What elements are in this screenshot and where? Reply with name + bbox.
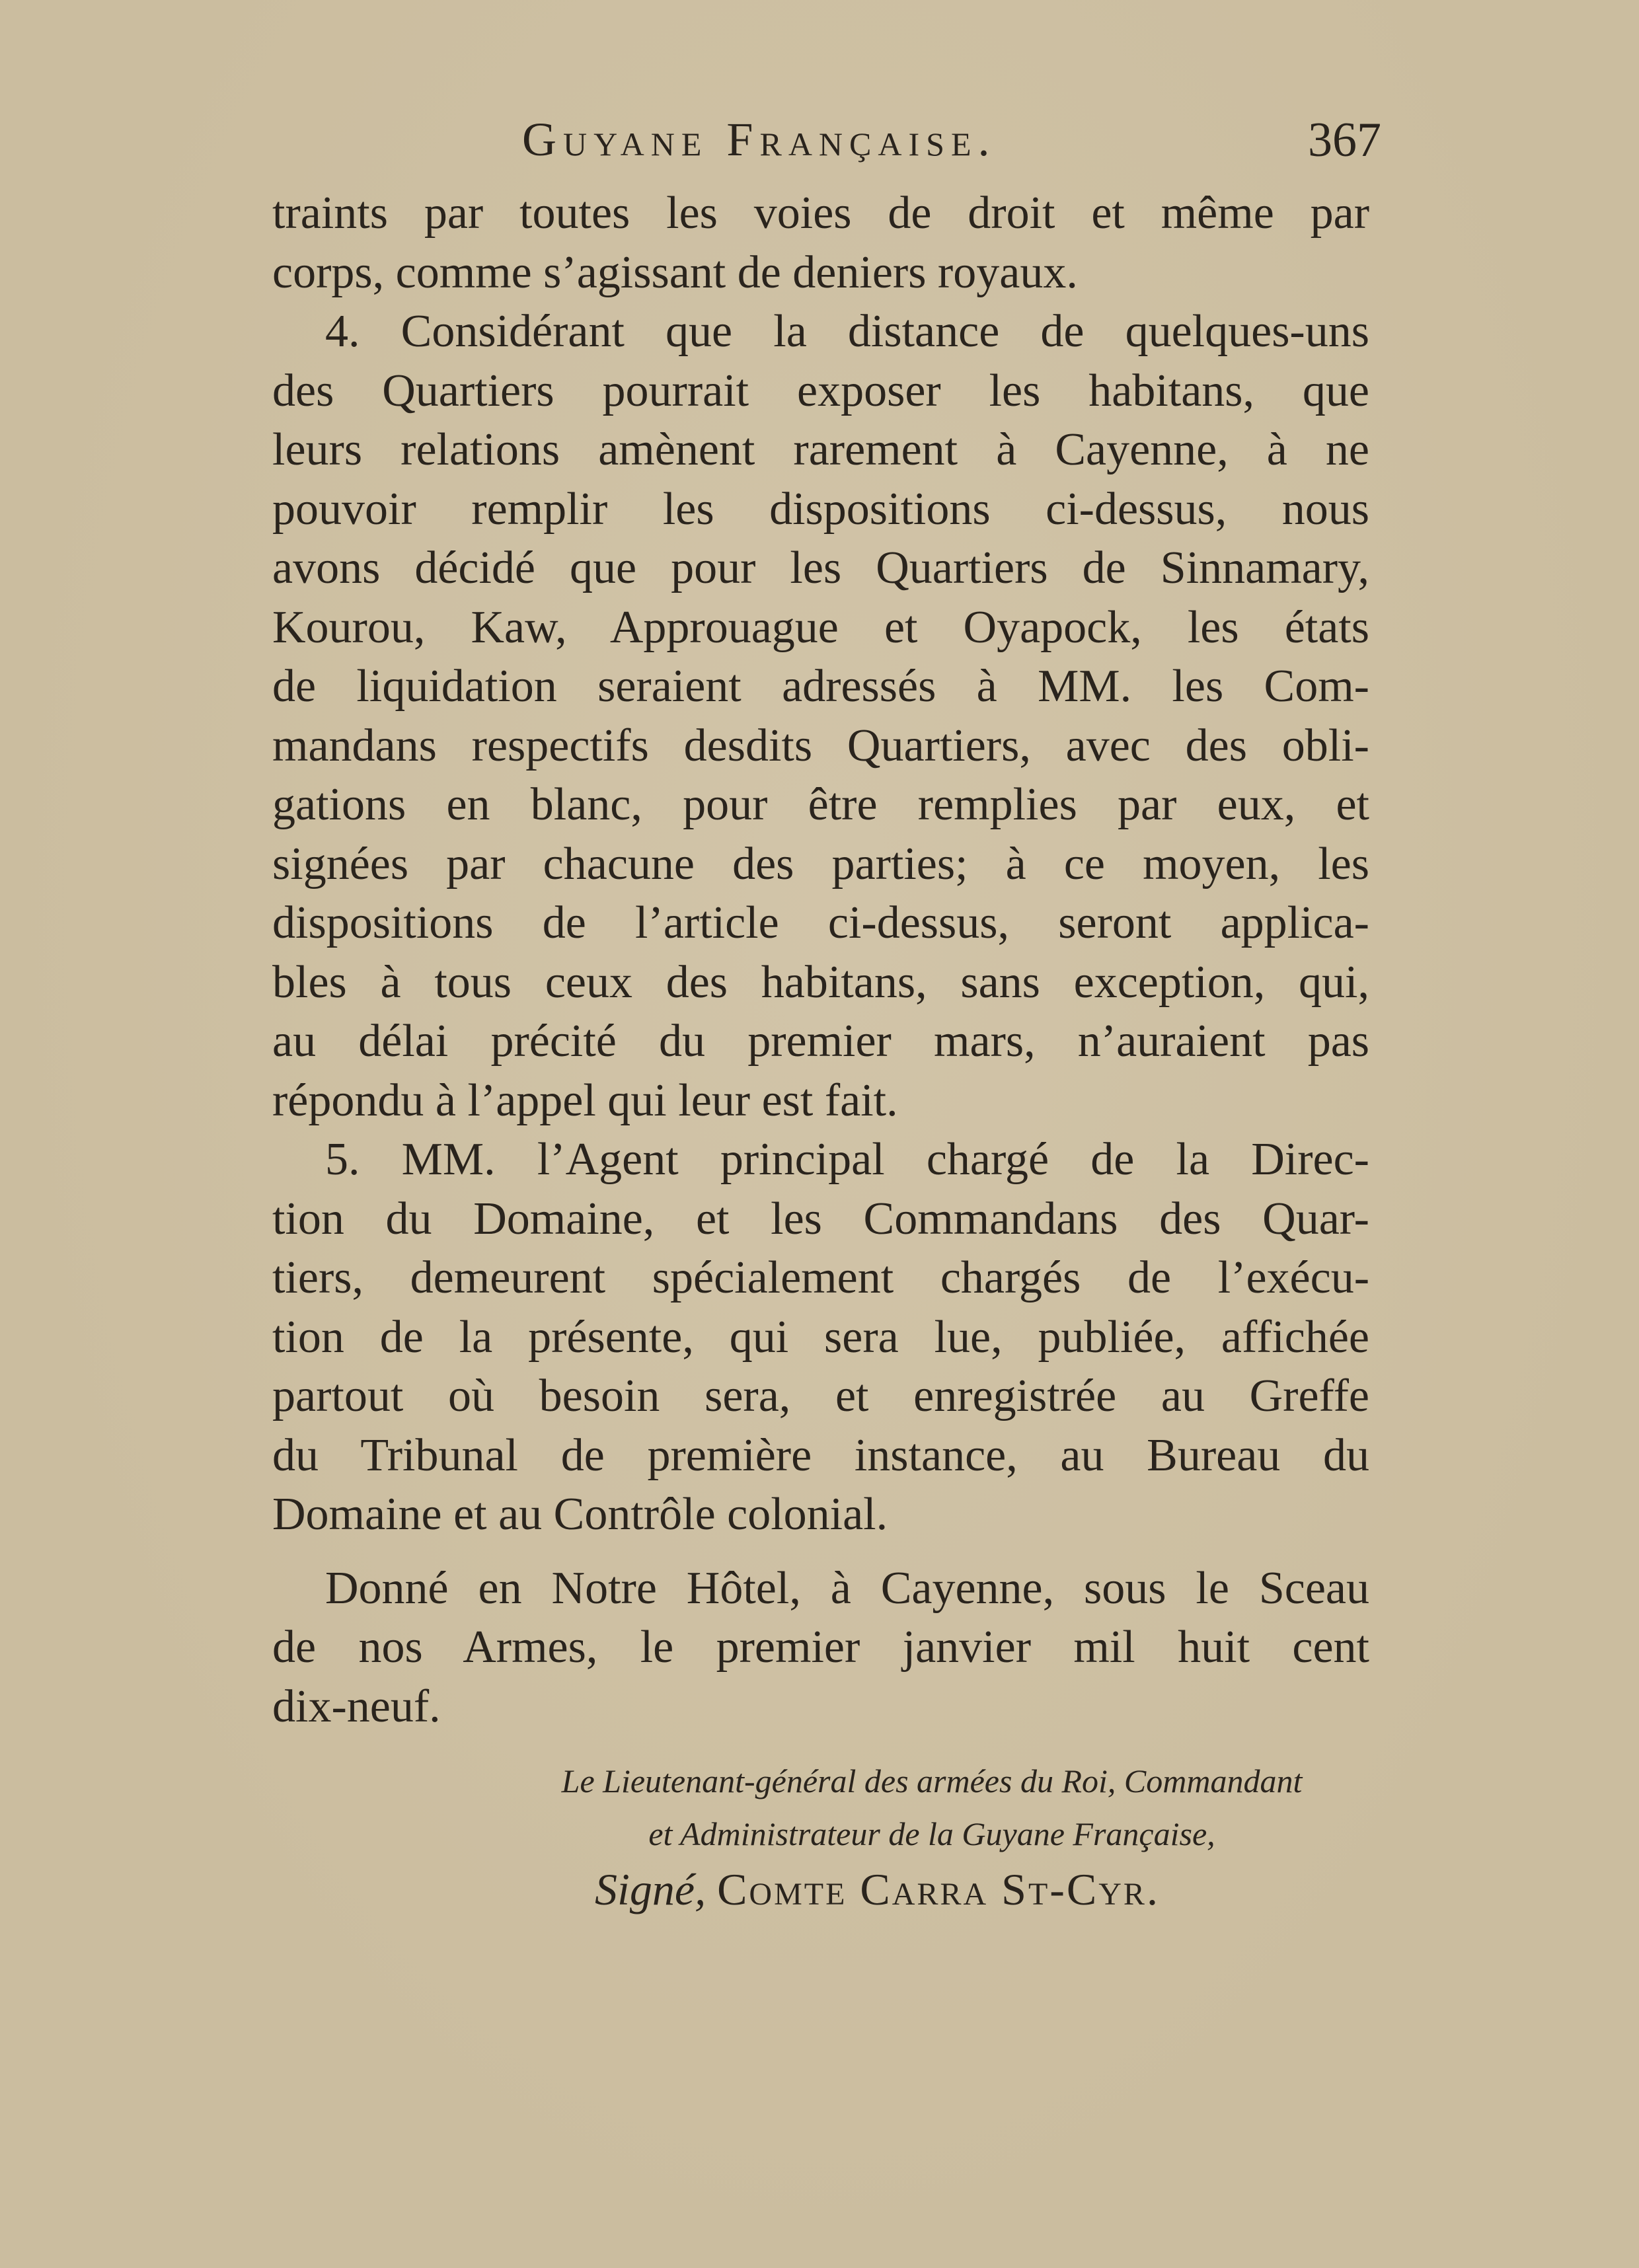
signed-label: Signé, <box>595 1864 706 1914</box>
text-line: au délai précité du premier mars, n’auraient pas <box>272 1016 1369 1067</box>
text-line: traints par toutes les voies de droit et même par <box>272 188 1369 239</box>
signatory-title-line: Le Lieutenant-général des armées du Roi, Commandant <box>561 1762 1303 1799</box>
paragraph-gap <box>272 1544 1369 1559</box>
text-line: bles à tous ceux des habitans, sans exception, qui, <box>272 956 1369 1008</box>
text-line: tion de la présente, qui sera lue, publiée, affichée <box>272 1311 1369 1363</box>
text-line: partout où besoin sera, et enregistrée au Greffe <box>272 1371 1369 1421</box>
signatory-title <box>476 1755 1388 1860</box>
text-line: mandans respectifs desdits Quartiers, avec des obli- <box>272 720 1369 771</box>
text-line: dix-neuf. <box>272 1681 441 1732</box>
text-line: Domaine et au Contrôle colonial. <box>272 1489 888 1540</box>
text-line: gations en blanc, pour être remplies par eux, et <box>272 779 1369 830</box>
text-line: signées par chacune des parties; à ce moyen, les <box>272 838 1369 889</box>
text-line: pouvoir remplir les dispositions ci-dessus, nous <box>272 483 1369 535</box>
text-line: corps, comme s’agissant de deniers royaux. <box>272 246 1078 298</box>
text-line: des Quartiers pourrait exposer les habitans, que <box>272 365 1369 416</box>
signatory-name-line <box>595 1864 1160 1916</box>
text-line: tion du Domaine, et les Commandans des Quar- <box>272 1193 1369 1244</box>
article-5-start: 5. MM. l’Agent principal chargé de la Direc- <box>325 1134 1369 1185</box>
running-title: Guyane Française. <box>522 113 997 166</box>
signatory-title-line: et Administrateur de la Guyane Française, <box>648 1815 1215 1852</box>
closing-start: Donné en Notre Hôtel, à Cayenne, sous le Sceau <box>325 1562 1369 1614</box>
page-header <box>522 112 1381 185</box>
body-text <box>272 184 1369 1736</box>
text-line: tiers, demeurent spécialement chargés de l’exécu- <box>272 1252 1369 1303</box>
text-line: de nos Armes, le premier janvier mil huit cent <box>272 1622 1369 1673</box>
signatory-name: Comte Carra St-Cyr. <box>717 1864 1160 1914</box>
page-number: 367 <box>1308 113 1381 167</box>
text-line: répondu à l’appel qui leur est fait. <box>272 1075 898 1126</box>
text-line: avons décidé que pour les Quartiers de Sinnamary, <box>272 543 1369 593</box>
article-4-start: 4. Considérant que la distance de quelques-uns <box>325 306 1369 357</box>
text-line: leurs relations amènent rarement à Cayenne, à ne <box>272 424 1369 475</box>
text-line: dispositions de l’article ci-dessus, seront applica- <box>272 897 1369 948</box>
text-line: du Tribunal de première instance, au Bureau du <box>272 1429 1369 1481</box>
text-line: Kourou, Kaw, Approuague et Oyapock, les états <box>272 601 1369 653</box>
text-line: de liquidation seraient adressés à MM. les Com- <box>272 661 1369 712</box>
